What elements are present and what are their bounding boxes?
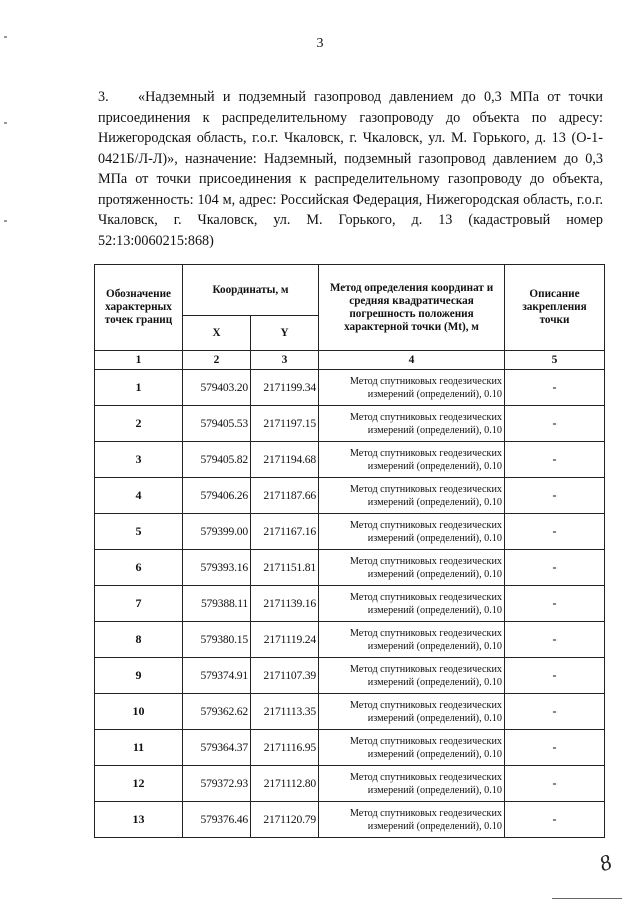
x-cell: 579403.20: [183, 370, 251, 406]
x-cell: 579374.91: [183, 658, 251, 694]
table-row: [95, 586, 605, 622]
description-cell: -: [505, 658, 605, 694]
description-cell: -: [505, 406, 605, 442]
y-cell: 2171112.80: [251, 766, 319, 802]
method-cell: Метод спутниковых геодезических измерений (определений), 0.10: [319, 802, 505, 838]
x-cell: 579399.00: [183, 514, 251, 550]
margin-mark: [4, 220, 7, 222]
description-cell: -: [505, 586, 605, 622]
x-cell: 579406.26: [183, 478, 251, 514]
x-cell: 579364.37: [183, 730, 251, 766]
method-cell: Метод спутниковых геодезических измерений (определений), 0.10: [319, 442, 505, 478]
method-cell: Метод спутниковых геодезических измерений (определений), 0.10: [319, 658, 505, 694]
description-cell: -: [505, 730, 605, 766]
margin-mark: [4, 122, 7, 124]
method-cell: Метод спутниковых геодезических измерений (определений), 0.10: [319, 514, 505, 550]
paragraph-text: «Надземный и подземный газопровод давлением до 0,3 МПа от точки присоединения к распределительному газопроводу до объекта по адресу: Нижегородская область, г.о.г. Чкаловск, г. Чкаловск, ул. М. Горького, д. 13 (О-1-0421Б/Л-Л)», назначение: Надземный, подземный газопровод давлением до 0,3 МПа от точки присоединения к распределительному газопроводу до объекта, протяженность: 104 м, адрес: Российская Федерация, Нижегородская область, г.о.г. Чкаловск, г. Чкаловск, ул. М. Горького, д. 13 (кадастровый номер 52:13:0060215:868): [98, 89, 603, 249]
method-cell: Метод спутниковых геодезических измерений (определений), 0.10: [319, 586, 505, 622]
method-cell: Метод спутниковых геодезических измерений (определений), 0.10: [319, 766, 505, 802]
coordinates-table: [94, 264, 605, 838]
point-cell: 3: [95, 442, 183, 478]
table-row: [95, 730, 605, 766]
point-cell: 4: [95, 478, 183, 514]
header-x: X: [183, 316, 251, 351]
x-cell: 579380.15: [183, 622, 251, 658]
point-cell: 11: [95, 730, 183, 766]
table-body: [95, 370, 605, 838]
table-row: [95, 478, 605, 514]
header-method: Метод определения координат и средняя квадратическая погрешность положения характерной точки (Mt), м: [319, 265, 505, 351]
column-number: 2: [183, 351, 251, 370]
column-number: 5: [505, 351, 605, 370]
column-number: 3: [251, 351, 319, 370]
method-cell: Метод спутниковых геодезических измерений (определений), 0.10: [319, 478, 505, 514]
point-cell: 12: [95, 766, 183, 802]
table-row: [95, 802, 605, 838]
table-row: [95, 406, 605, 442]
point-cell: 2: [95, 406, 183, 442]
description-cell: -: [505, 694, 605, 730]
description-cell: -: [505, 550, 605, 586]
x-cell: 579376.46: [183, 802, 251, 838]
y-cell: 2171113.35: [251, 694, 319, 730]
x-cell: 579405.53: [183, 406, 251, 442]
y-cell: 2171194.68: [251, 442, 319, 478]
point-cell: 13: [95, 802, 183, 838]
y-cell: 2171187.66: [251, 478, 319, 514]
table-row: [95, 370, 605, 406]
page-number: 3: [316, 36, 324, 51]
x-cell: 579362.62: [183, 694, 251, 730]
y-cell: 2171116.95: [251, 730, 319, 766]
y-cell: 2171199.34: [251, 370, 319, 406]
point-cell: 8: [95, 622, 183, 658]
description-cell: -: [505, 442, 605, 478]
y-cell: 2171151.81: [251, 550, 319, 586]
header-description: Описание закрепления точки: [505, 265, 605, 351]
y-cell: 2171119.24: [251, 622, 319, 658]
y-cell: 2171139.16: [251, 586, 319, 622]
table-row: [95, 622, 605, 658]
x-cell: 579388.11: [183, 586, 251, 622]
table-row: [95, 550, 605, 586]
method-cell: Метод спутниковых геодезических измерений (определений), 0.10: [319, 622, 505, 658]
y-cell: 2171167.16: [251, 514, 319, 550]
table-row: [95, 514, 605, 550]
method-cell: Метод спутниковых геодезических измерений (определений), 0.10: [319, 550, 505, 586]
description-cell: -: [505, 802, 605, 838]
method-cell: Метод спутниковых геодезических измерений (определений), 0.10: [319, 694, 505, 730]
table-row: [95, 694, 605, 730]
method-cell: Метод спутниковых геодезических измерений (определений), 0.10: [319, 370, 505, 406]
point-cell: 5: [95, 514, 183, 550]
column-numbers-row: [95, 351, 605, 370]
y-cell: 2171120.79: [251, 802, 319, 838]
header-point: Обозначение характерных точек границ: [95, 265, 183, 351]
description-cell: -: [505, 766, 605, 802]
point-cell: 7: [95, 586, 183, 622]
table-row: [95, 766, 605, 802]
header-y: Y: [251, 316, 319, 351]
header-coordinates: Координаты, м: [183, 265, 319, 316]
point-cell: 10: [95, 694, 183, 730]
y-cell: 2171197.15: [251, 406, 319, 442]
method-cell: Метод спутниковых геодезических измерений (определений), 0.10: [319, 406, 505, 442]
x-cell: 579372.93: [183, 766, 251, 802]
description-cell: -: [505, 514, 605, 550]
x-cell: 579405.82: [183, 442, 251, 478]
handwritten-page-mark: 8: [595, 848, 615, 877]
method-cell: Метод спутниковых геодезических измерений (определений), 0.10: [319, 730, 505, 766]
x-cell: 579393.16: [183, 550, 251, 586]
point-cell: 6: [95, 550, 183, 586]
y-cell: 2171107.39: [251, 658, 319, 694]
column-number: 1: [95, 351, 183, 370]
corner-line: [552, 898, 622, 899]
column-number: 4: [319, 351, 505, 370]
paragraph-number: 3.: [98, 89, 109, 105]
table-row: [95, 442, 605, 478]
description-cell: -: [505, 478, 605, 514]
table-row: [95, 658, 605, 694]
point-cell: 9: [95, 658, 183, 694]
description-cell: -: [505, 622, 605, 658]
description-cell: -: [505, 370, 605, 406]
paragraph: [98, 87, 603, 251]
point-cell: 1: [95, 370, 183, 406]
